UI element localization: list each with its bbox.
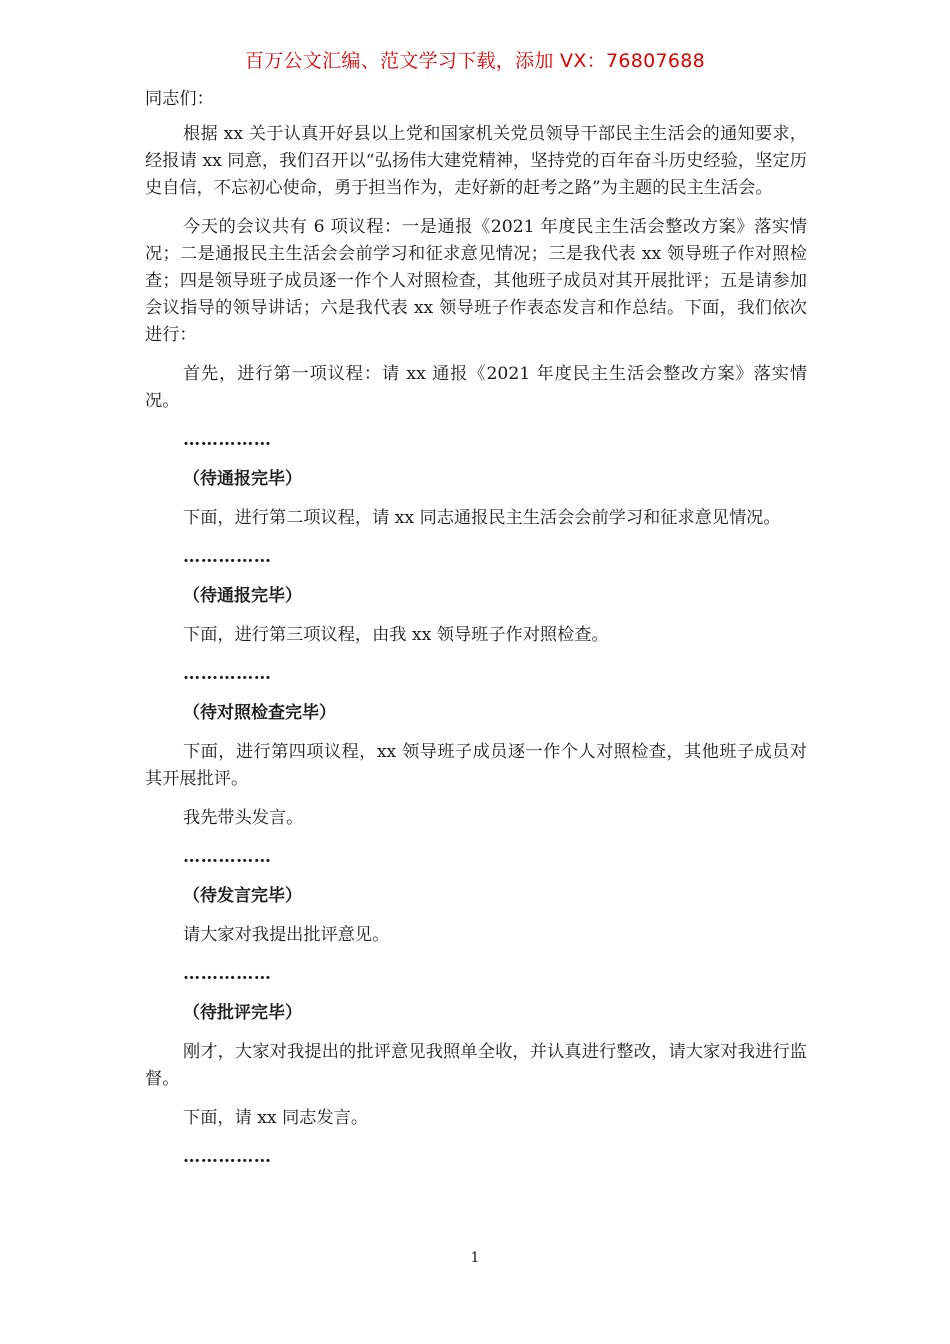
paragraph-next-speaker: 下面，请 xx 同志发言。 <box>183 1108 369 1128</box>
paragraph-ask-criticism: 请大家对我提出批评意见。 <box>183 925 390 945</box>
ellipsis-divider: …………… <box>183 964 272 984</box>
paragraph-item-four: 下面，进行第四项议程，xx 领导班子成员逐一作个人对照检查，其他班子成员对其开展批评。 <box>145 742 807 789</box>
paragraph-accept-criticism: 刚才，大家对我提出的批评意见我照单全收，并认真进行整改，请大家对我进行监督。 <box>145 1042 807 1089</box>
paragraph-item-two: 下面，进行第二项议程，请 xx 同志通报民主生活会会前学习和征求意见情况。 <box>183 508 781 528</box>
page-number: 1 <box>470 1250 480 1266</box>
paragraph-item-three: 下面，进行第三项议程，由我 xx 领导班子作对照检查。 <box>183 625 609 645</box>
status-note: （待发言完毕） <box>183 886 302 906</box>
ellipsis-divider: …………… <box>183 547 272 567</box>
header-banner: 百万公文汇编、范文学习下载，添加 VX：76807688 <box>244 50 706 72</box>
paragraph-agenda: 今天的会议共有 6 项议程：一是通报《2021 年度民主生活会整改方案》落实情况；二是通报民主生活会会前学习和征求意见情况；三是我代表 xx 领导班子作对照检查；四是领导班子成员逐一作个人对照检查，其他班子成员对其开展批评；五是请参加会议指导的领导讲话；六是我代表 xx 领导班子作表态发言和作总结。下面，我们依次进行： <box>145 217 807 345</box>
paragraph-item-one: 首先，进行第一项议程：请 xx 通报《2021 年度民主生活会整改方案》落实情况。 <box>145 364 807 411</box>
ellipsis-divider: …………… <box>183 1147 272 1167</box>
ellipsis-divider: …………… <box>183 430 272 450</box>
ellipsis-divider: …………… <box>183 847 272 867</box>
status-note: （待批评完毕） <box>183 1003 302 1023</box>
paragraph-speak-first: 我先带头发言。 <box>183 808 304 828</box>
salutation: 同志们： <box>145 89 214 109</box>
status-note: （待通报完毕） <box>183 469 302 489</box>
status-note: （待通报完毕） <box>183 586 302 606</box>
document-body <box>145 86 807 1183</box>
paragraph-intro: 根据 xx 关于认真开好县以上党和国家机关党员领导干部民主生活会的通知要求，经报请 xx 同意，我们召开以“弘扬伟大建党精神，坚持党的百年奋斗历史经验，坚定历史自信，不忘初心使命，勇于担当作为，走好新的赶考之路”为主题的民主生活会。 <box>145 124 807 198</box>
status-note: （待对照检查完毕） <box>183 703 336 723</box>
ellipsis-divider: …………… <box>183 664 272 684</box>
